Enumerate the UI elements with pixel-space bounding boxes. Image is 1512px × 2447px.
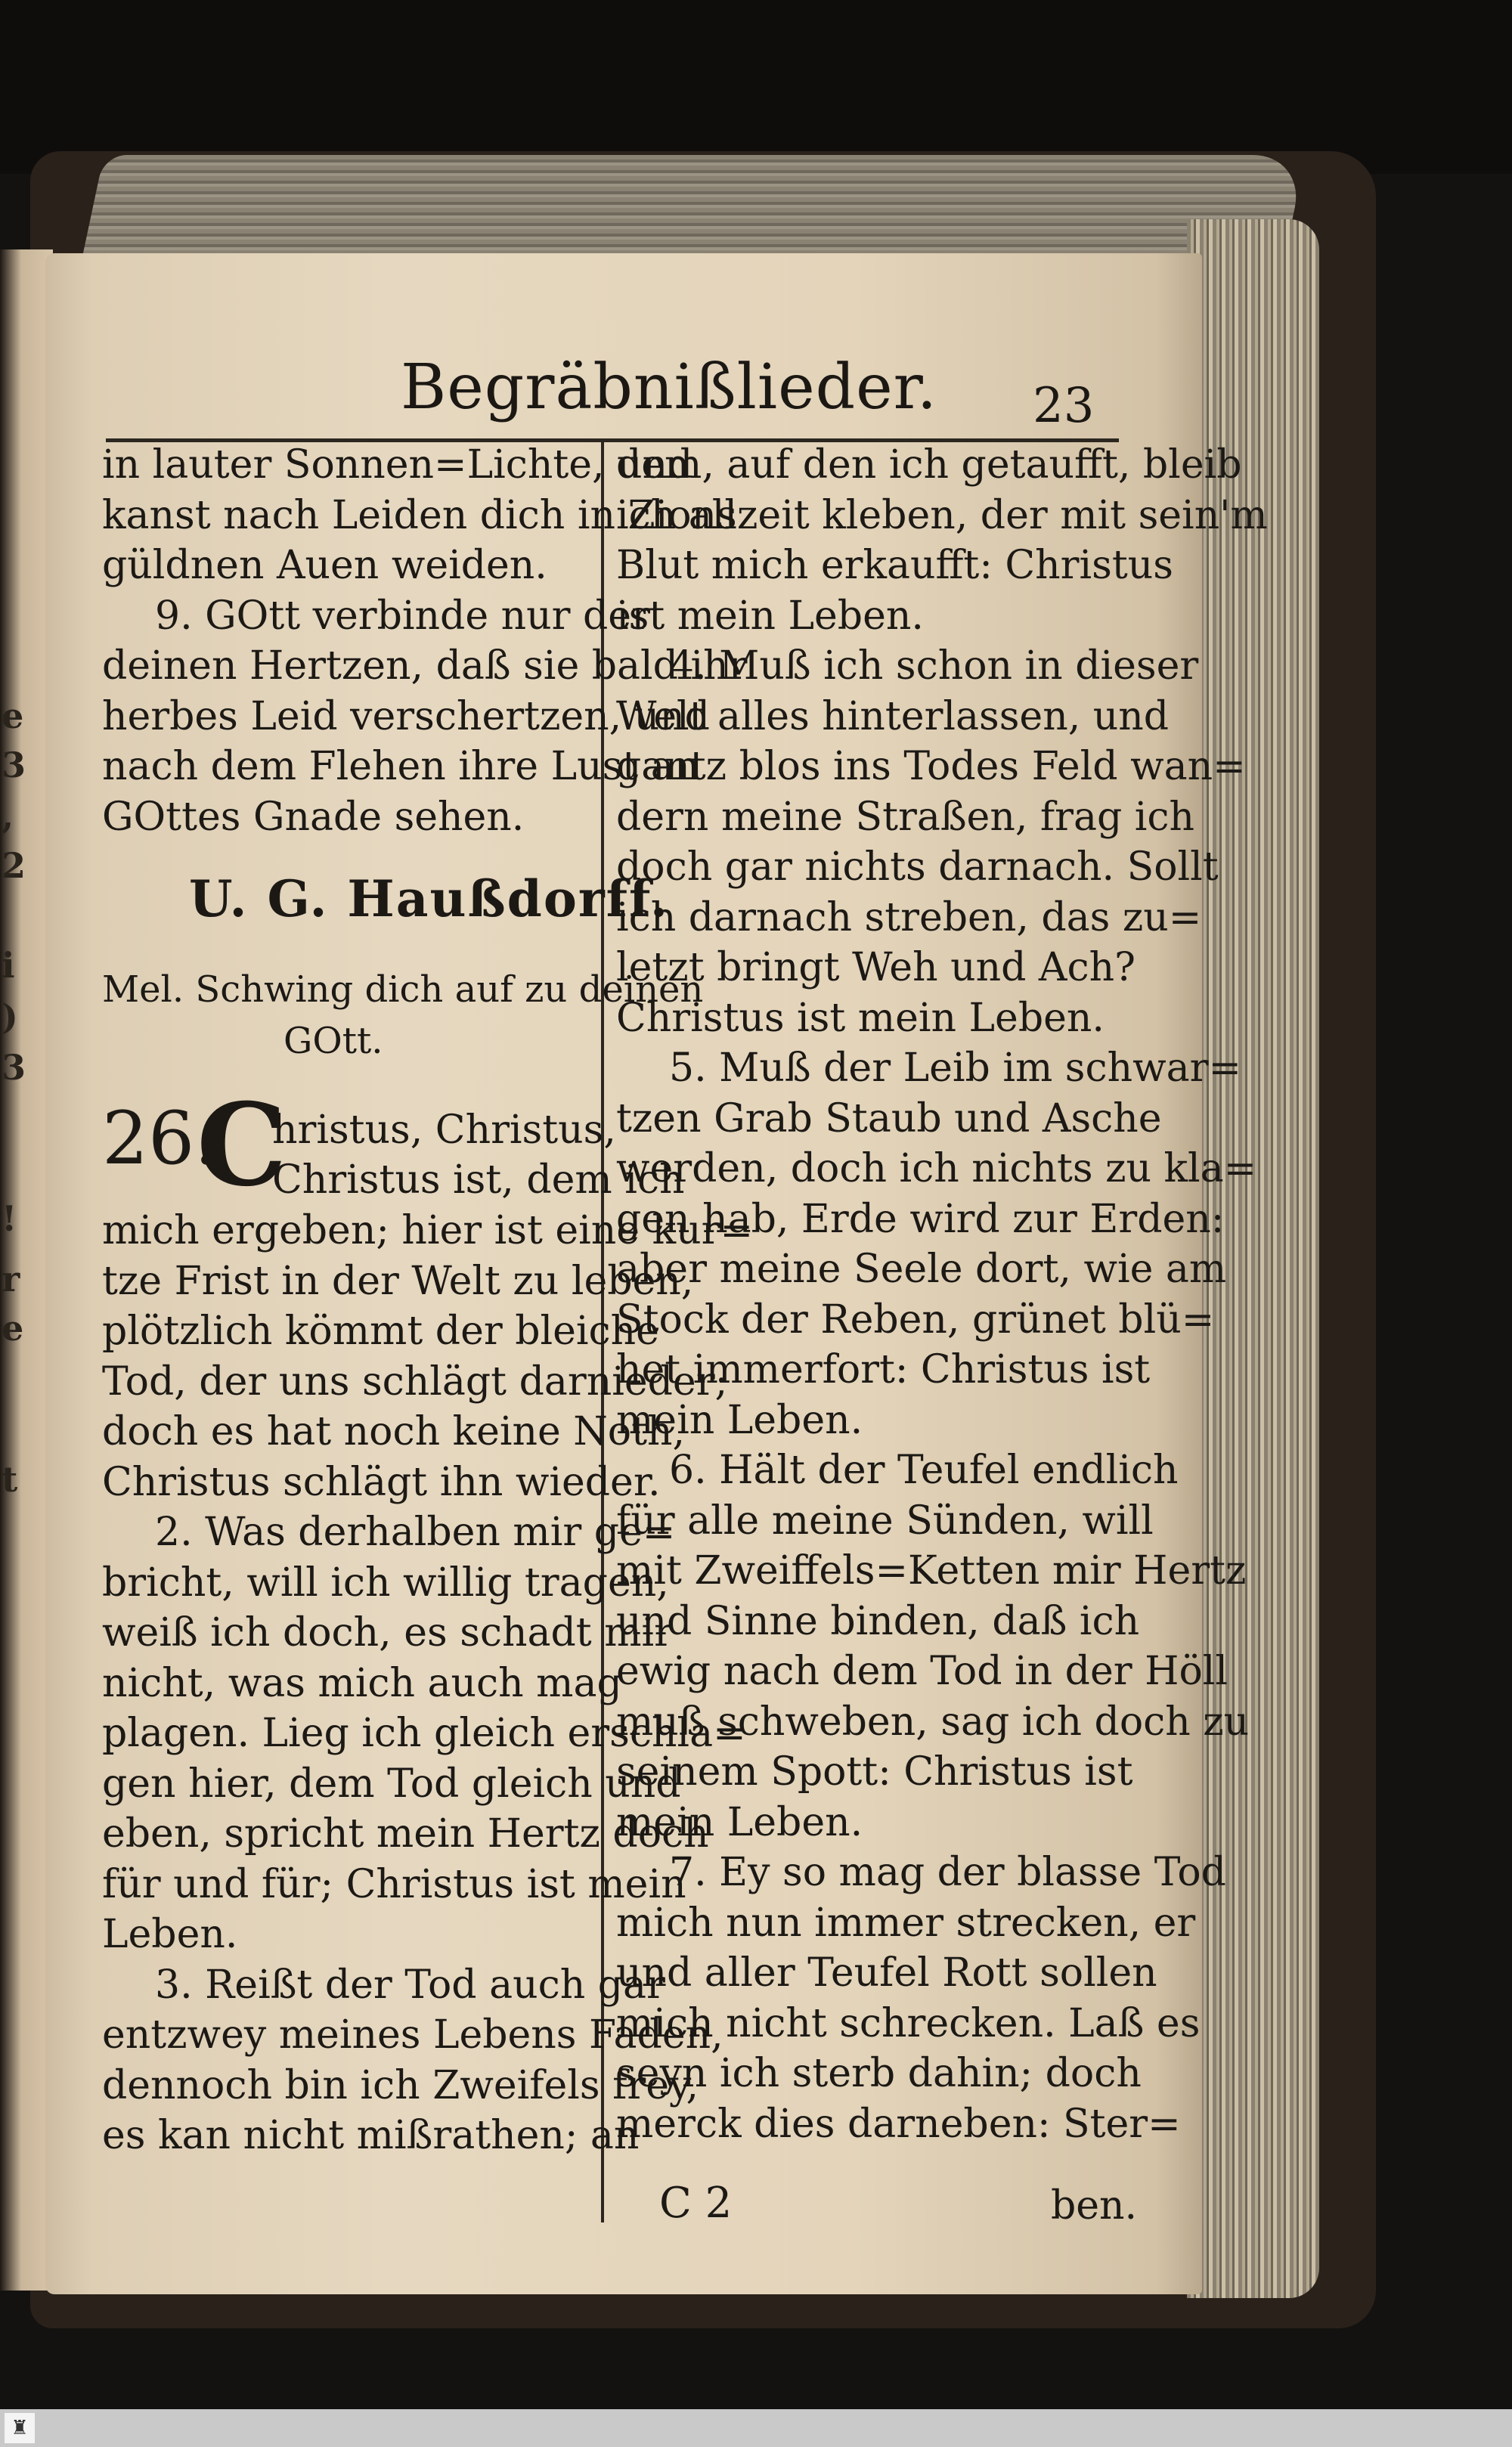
text-line: seyn ich sterb dahin; doch: [616, 2051, 1142, 2096]
text-line: seinem Spott: Christus ist: [616, 1749, 1133, 1795]
text-line: werden, doch ich nichts zu kla=: [616, 1146, 1257, 1191]
catchword: ben.: [1051, 2183, 1138, 2229]
text-line: Leben.: [102, 1912, 238, 1957]
text-line: doch es hat noch keine Noth,: [102, 1409, 686, 1454]
text-line: mich ergeben; hier ist eine kur=: [102, 1208, 754, 1253]
text-line: für und für; Christus ist mein: [102, 1861, 686, 1907]
library-logo-icon: ♜: [5, 2413, 35, 2443]
text-line: in lauter Sonnen=Lichte, und: [102, 442, 693, 488]
text-line: tzen Grab Staub und Asche: [616, 1095, 1162, 1141]
text-line: ewig nach dem Tod in der Höll: [616, 1649, 1228, 1694]
melody-indication: [102, 964, 703, 1067]
margin-fragment: r: [2, 1259, 20, 1299]
hymn-author: U. G. Haußdorff.: [189, 869, 670, 928]
text-line: plagen. Lieg ich gleich erschla=: [102, 1711, 746, 1756]
text-line: gantz blos ins Todes Feld wan=: [616, 744, 1246, 789]
text-line: für alle meine Sünden, will: [616, 1498, 1154, 1544]
text-line: mein Leben.: [616, 1397, 863, 1443]
text-line: ich darnach streben, das zu=: [616, 894, 1202, 940]
margin-fragment: ,: [2, 795, 14, 836]
verse-start-line: 9. GOtt verbinde nur der: [155, 593, 650, 639]
margin-fragment: ): [2, 996, 18, 1037]
hymn-number: 26.: [102, 1096, 218, 1181]
right-column: [616, 440, 1268, 2149]
text-line: ich allzeit kleben, der mit sein'm: [616, 492, 1268, 538]
melody-line: Mel. Schwing dich auf zu deinen: [102, 968, 704, 1011]
verse-start-line: 4. Muß ich schon in dieser: [669, 643, 1199, 689]
margin-fragment: e: [2, 695, 24, 736]
text-line: herbes Leid verschertzen, und: [102, 693, 710, 739]
text-line: Christus schlägt ihn wieder.: [102, 1459, 661, 1505]
text-line: Blut mich erkaufft: Christus: [616, 543, 1173, 588]
text-line: aber meine Seele dort, wie am: [616, 1247, 1227, 1292]
signature-mark: C 2: [659, 2179, 733, 2228]
margin-fragment: e: [2, 1308, 24, 1349]
verse-start-line: 3. Reißt der Tod auch gar: [155, 1962, 665, 2008]
text-line: nach dem Flehen ihre Lust an: [102, 744, 700, 789]
text-line: letzt bringt Weh und Ach?: [616, 945, 1136, 990]
text-line: bricht, will ich willig tragen,: [102, 1560, 669, 1606]
text-line: het immerfort: Christus ist: [616, 1347, 1151, 1392]
text-line: mit Zweiffels=Ketten mir Hertz: [616, 1548, 1247, 1594]
margin-fragment: t: [2, 1459, 18, 1500]
text-line: gen hab, Erde wird zur Erden:: [616, 1196, 1225, 1242]
text-line: mein Leben.: [616, 1799, 863, 1845]
text-line: und Sinne binden, daß ich: [616, 1598, 1140, 1644]
text-line: kanst nach Leiden dich in Zions: [102, 492, 737, 538]
text-line: ist mein Leben.: [616, 593, 924, 639]
margin-fragment: 2: [2, 845, 26, 886]
viewer-bottom-bar: [0, 2409, 1512, 2447]
text-line: tze Frist in der Welt zu leben,: [102, 1258, 694, 1304]
text-line: deinen Hertzen, daß sie bald ihr: [102, 643, 748, 689]
verse-start-line: 6. Hält der Teufel endlich: [669, 1448, 1179, 1493]
text-line: dennoch bin ich Zweifels frey,: [102, 2062, 699, 2108]
text-line: Christus ist mein Leben.: [616, 995, 1105, 1041]
text-line: Stock der Reben, grünet blü=: [616, 1296, 1215, 1343]
text-line: es kan nicht mißrathen; an: [102, 2113, 640, 2158]
margin-fragment: 3: [2, 1047, 26, 1088]
text-line: merck dies darneben: Ster=: [616, 2101, 1181, 2147]
hymn-second-line: Christus ist, dem ich: [272, 1157, 685, 1203]
text-line: dem, auf den ich getaufft, bleib: [616, 442, 1242, 488]
margin-fragment: i: [2, 945, 15, 986]
text-line: nicht, was mich auch mag: [102, 1660, 622, 1706]
text-line: güldnen Auen weiden.: [102, 543, 547, 588]
text-line: und aller Teufel Rott sollen: [616, 1950, 1157, 1996]
margin-fragment: 3: [2, 745, 26, 785]
page-number: 23: [1033, 378, 1095, 434]
verse-start-line: 5. Muß der Leib im schwar=: [669, 1045, 1242, 1091]
text-line: doch gar nichts darnach. Sollt: [616, 844, 1219, 890]
running-head: Begräbnißlieder.: [401, 352, 937, 423]
text-line: muß schweben, sag ich doch zu: [616, 1699, 1250, 1745]
text-line: weiß ich doch, es schadt mir: [102, 1610, 674, 1656]
hymn-first-line: hristus, Christus,: [272, 1107, 616, 1153]
drop-cap-initial: C: [197, 1079, 287, 1212]
verse-start-line: 7. Ey so mag der blasse Tod: [669, 1850, 1226, 1895]
melody-line: GOtt.: [284, 1020, 383, 1062]
verse-start-line: 2. Was derhalben mir ge=: [155, 1510, 676, 1555]
text-line: gen hier, dem Tod gleich und: [102, 1761, 681, 1807]
text-line: GOttes Gnade sehen.: [102, 794, 525, 840]
text-line: entzwey meines Lebens Faden,: [102, 2012, 723, 2058]
text-line: eben, spricht mein Hertz doch: [102, 1811, 709, 1857]
text-line: mich nicht schrecken. Laß es: [616, 2000, 1201, 2046]
text-line: Welt alles hinterlassen, und: [616, 693, 1170, 739]
text-line: Tod, der uns schlägt darnieder;: [102, 1358, 729, 1405]
scan-background: [0, 0, 1512, 174]
text-line: mich nun immer strecken, er: [616, 1900, 1196, 1946]
text-line: dern meine Straßen, frag ich: [616, 794, 1195, 840]
text-line: plötzlich kömmt der bleiche: [102, 1309, 659, 1354]
margin-fragment: !: [2, 1198, 17, 1239]
